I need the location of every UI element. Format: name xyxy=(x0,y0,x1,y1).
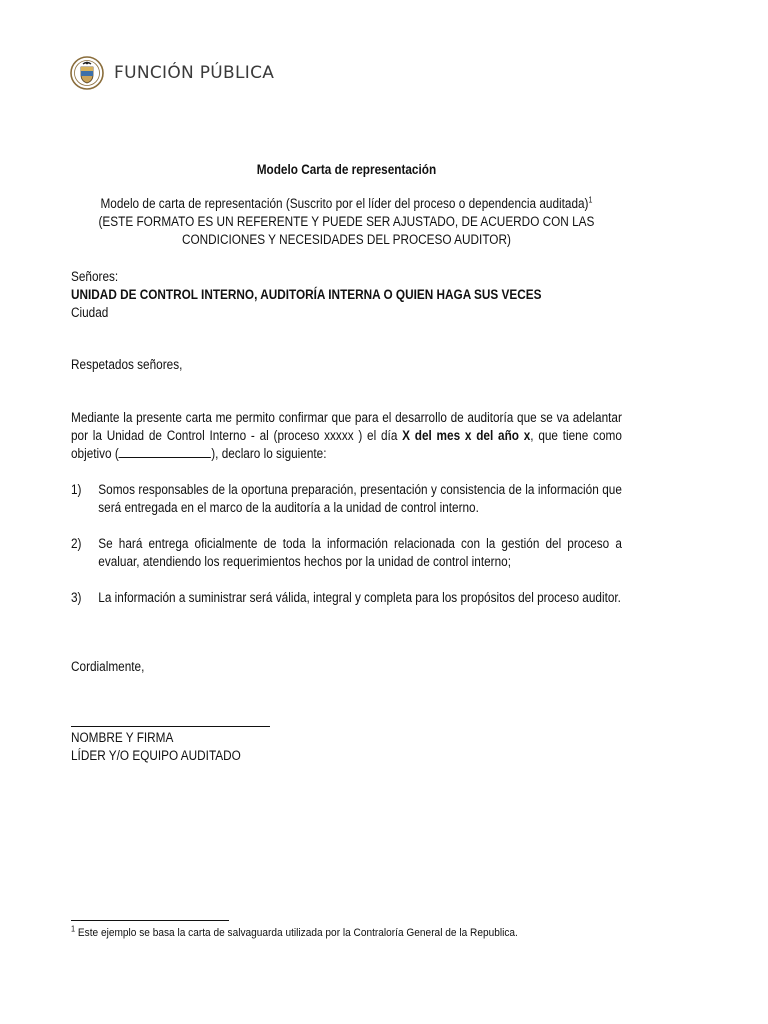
subtitle-line-1: Modelo de carta de representación (Suscrito por el líder del proceso o dependencia auditada) xyxy=(100,196,589,211)
signature-role-label: LÍDER Y/O EQUIPO AUDITADO xyxy=(71,748,241,763)
intro-part-3: ), declaro lo siguiente: xyxy=(211,446,327,461)
list-item xyxy=(71,481,622,517)
footnote-text: Este ejemplo se basa la carta de salvaguarda utilizada por la Contraloría General de la Republica. xyxy=(75,927,518,939)
coat-of-arms-icon xyxy=(70,56,104,90)
intro-part-2: , que tiene como objetivo ( xyxy=(71,428,622,461)
footnote-reference: 1 xyxy=(588,195,593,205)
list-item-number: 1) xyxy=(71,482,82,497)
document-subtitle xyxy=(71,195,622,249)
list-item-number: 3) xyxy=(71,590,82,605)
closing: Cordialmente, xyxy=(71,659,145,674)
intro-date: X del mes x del año x xyxy=(402,428,531,443)
list-item-text: La información a suministrar será válida, integral y completa para los propósitos del proceso auditor. xyxy=(98,590,621,605)
intro-paragraph xyxy=(71,409,622,463)
footnote xyxy=(71,926,518,940)
footnote-separator xyxy=(71,920,229,921)
intro-part-1: Mediante la presente carta me permito confirmar que para el desarrollo de auditoría que se va adelantar por la Unidad de Control Interno - al (proceso xxxxx ) el día xyxy=(71,410,622,443)
signature-name-label: NOMBRE Y FIRMA xyxy=(71,730,174,745)
signature-line xyxy=(71,726,270,727)
list-item-number: 2) xyxy=(71,536,82,551)
signature-block xyxy=(71,729,622,765)
list-item-text: Somos responsables de la oportuna preparación, presentación y consistencia de la información que será entregada en el marco de la auditoría a la unidad de control interno. xyxy=(98,482,622,515)
declarations-list xyxy=(71,481,622,625)
objective-blank xyxy=(119,445,211,458)
logo-text: FUNCIÓN PÚBLICA xyxy=(114,63,275,83)
greeting: Respetados señores, xyxy=(71,357,183,372)
subtitle-line-2: (ESTE FORMATO ES UN REFERENTE Y PUEDE SER AJUSTADO, DE ACUERDO CON LAS CONDICIONES Y NECESIDADES DEL PROCESO AUDITOR) xyxy=(98,214,595,247)
addressee-block xyxy=(71,268,622,322)
list-item xyxy=(71,589,622,607)
addressee-city: Ciudad xyxy=(71,305,109,320)
list-item xyxy=(71,535,622,571)
salutation: Señores: xyxy=(71,269,119,284)
document-title: Modelo Carta de representación xyxy=(256,162,437,177)
list-item-text: Se hará entrega oficialmente de toda la información relacionada con la gestión del proceso a evaluar, atendiendo los requerimientos hechos por la unidad de control interno; xyxy=(98,536,622,569)
footnote-mark: 1 xyxy=(71,924,76,934)
funcion-publica-logo xyxy=(70,56,274,90)
addressee-entity: UNIDAD DE CONTROL INTERNO, AUDITORÍA INTERNA O QUIEN HAGA SUS VECES xyxy=(71,287,542,302)
